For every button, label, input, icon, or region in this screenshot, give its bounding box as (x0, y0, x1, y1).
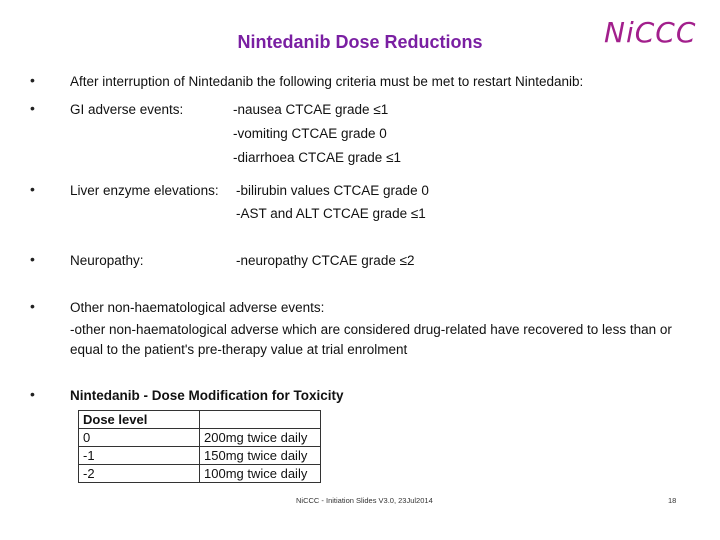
table-header-row (79, 411, 321, 429)
gi-item-vomiting: -vomiting CTCAE grade 0 (233, 126, 387, 141)
other-text: -other non-haematological adverse which are considered drug-related have recovered to less than or equal to the patient's pre-therapy value at trial enrolment (70, 322, 672, 357)
logo: NiCCC (604, 16, 697, 49)
bullet-dot: • (30, 100, 35, 116)
table-cell: 100mg twice daily (200, 465, 321, 483)
bullet-dot: • (30, 72, 35, 88)
bullet-dot: • (30, 386, 35, 402)
gi-label: GI adverse events: (70, 102, 184, 117)
page-title: Nintedanib Dose Reductions (237, 32, 483, 52)
footer-text: NiCCC - Initiation Slides V3.0, 23Jul2014 (296, 496, 433, 505)
table-row (79, 447, 321, 465)
table-row (79, 429, 321, 447)
page-number: 18 (668, 496, 677, 505)
dose-modification-heading: Nintedanib - Dose Modification for Toxicity (70, 388, 344, 403)
liver-item-ast-alt: -AST and ALT CTCAE grade ≤1 (236, 206, 426, 221)
neuro-item: -neuropathy CTCAE grade ≤2 (236, 253, 415, 268)
table-cell: 150mg twice daily (200, 447, 321, 465)
neuro-label: Neuropathy: (70, 253, 144, 268)
table-cell: 200mg twice daily (200, 429, 321, 447)
table-header-cell (200, 411, 321, 429)
other-label: Other non-haematological adverse events: (70, 300, 325, 315)
table-cell: -1 (79, 447, 200, 465)
table-row (79, 465, 321, 483)
liver-label: Liver enzyme elevations: (70, 183, 219, 198)
gi-item-diarrhoea: -diarrhoea CTCAE grade ≤1 (233, 150, 401, 165)
restart-criteria-text: After interruption of Nintedanib the following criteria must be met to restart Nintedanib: (70, 74, 584, 89)
table-cell: -2 (79, 465, 200, 483)
bullet-dot: • (30, 181, 35, 197)
bullet-dot: • (30, 298, 35, 314)
gi-item-nausea: -nausea CTCAE grade ≤1 (233, 102, 389, 117)
liver-item-bilirubin: -bilirubin values CTCAE grade 0 (236, 183, 429, 198)
bullet-dot: • (30, 251, 35, 267)
table-cell: 0 (79, 429, 200, 447)
dose-table (78, 410, 321, 483)
table-header-cell: Dose level (79, 411, 200, 429)
